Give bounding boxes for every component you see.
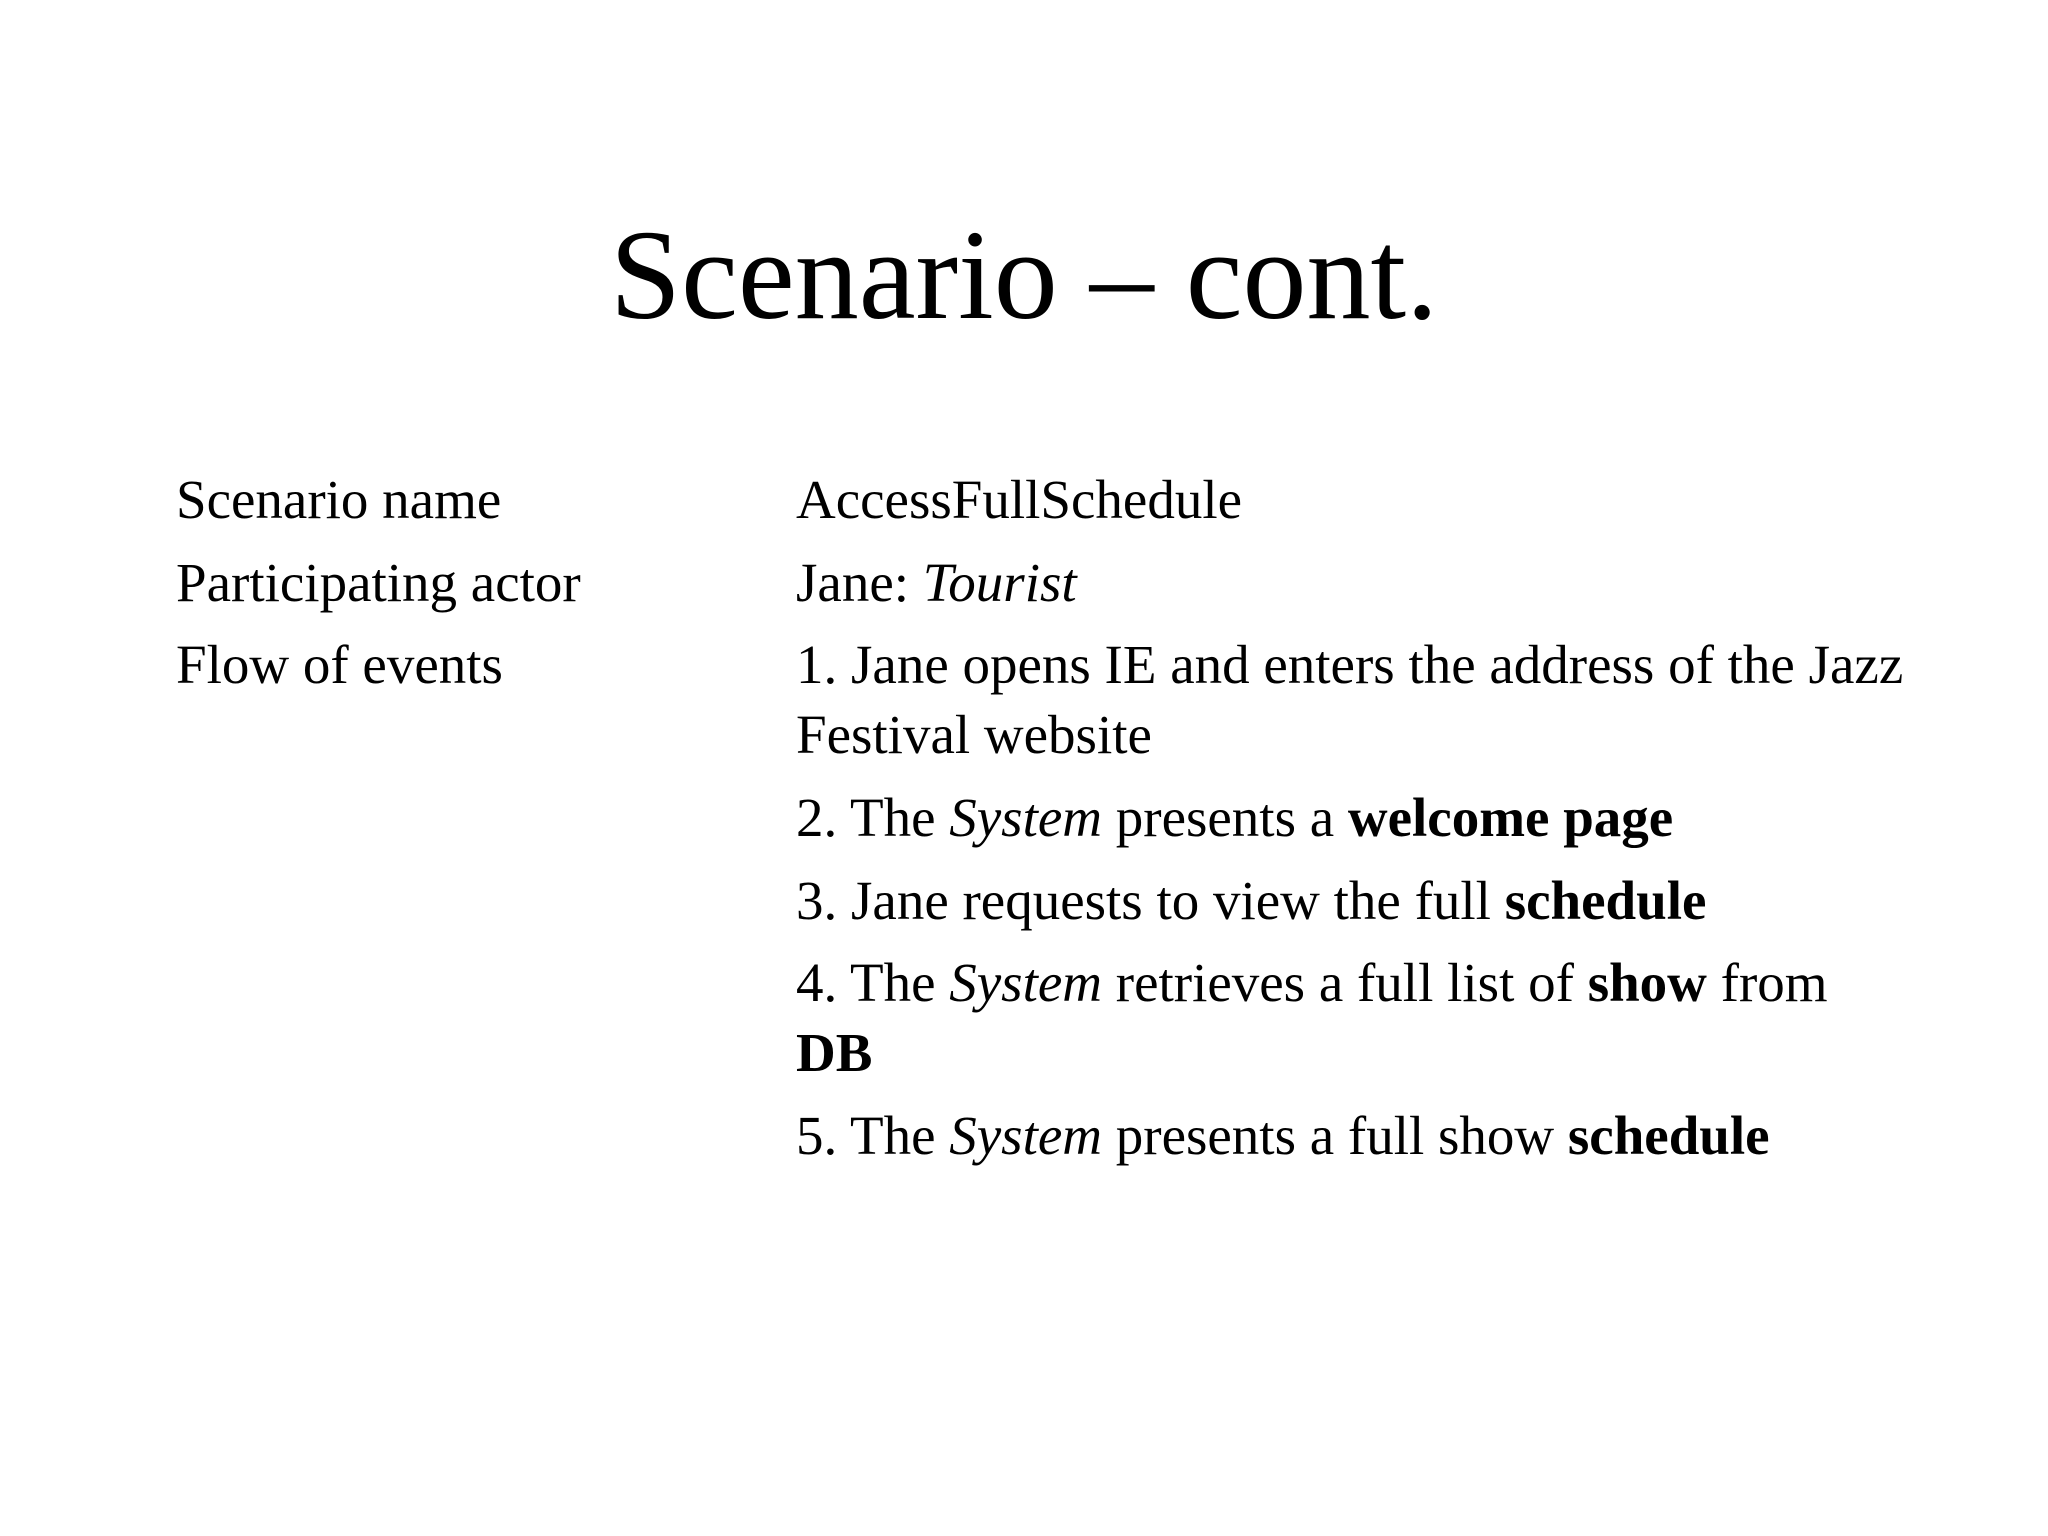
step-5-system: System <box>949 1105 1102 1166</box>
step-5-prefix: 5. The <box>796 1105 936 1166</box>
flow-of-events-label: Flow of events <box>176 634 503 695</box>
step-4-prefix: 4. The <box>796 952 936 1013</box>
actor-role: Tourist <box>922 552 1077 613</box>
step-4-system: System <box>949 952 1102 1013</box>
flow-step-3 <box>796 866 1936 936</box>
step-3-prefix: 3. Jane requests to view the full <box>796 870 1491 931</box>
scenario-name-label: Scenario name <box>176 469 502 530</box>
step-4-middle: retrieves a full list of <box>1115 952 1574 1013</box>
participating-actor-label: Participating actor <box>176 552 581 613</box>
step-2-prefix: 2. The <box>796 787 936 848</box>
step-2-middle: presents a <box>1115 787 1335 848</box>
flow-step-1: 1. Jane opens IE and enters the address of the Jazz Festival website <box>796 634 1904 765</box>
flow-step-2 <box>796 783 1936 853</box>
flow-step-4 <box>796 948 1936 1088</box>
participating-actor-value <box>796 548 1936 618</box>
step-2-system: System <box>949 787 1102 848</box>
step-5-middle: presents a full show <box>1115 1105 1555 1166</box>
actor-name: Jane: <box>796 552 910 613</box>
step-5-bold: schedule <box>1567 1105 1770 1166</box>
step-4-bold-db: DB <box>796 1022 873 1083</box>
slide-title: Scenario – cont. <box>609 204 1439 346</box>
step-4-bold-show: show <box>1587 952 1707 1013</box>
flow-step-5 <box>796 1101 1936 1171</box>
scenario-name-value: AccessFullSchedule <box>796 469 1243 530</box>
step-4-middle2: from <box>1720 952 1828 1013</box>
step-3-bold: schedule <box>1504 870 1707 931</box>
step-2-bold: welcome page <box>1347 787 1674 848</box>
